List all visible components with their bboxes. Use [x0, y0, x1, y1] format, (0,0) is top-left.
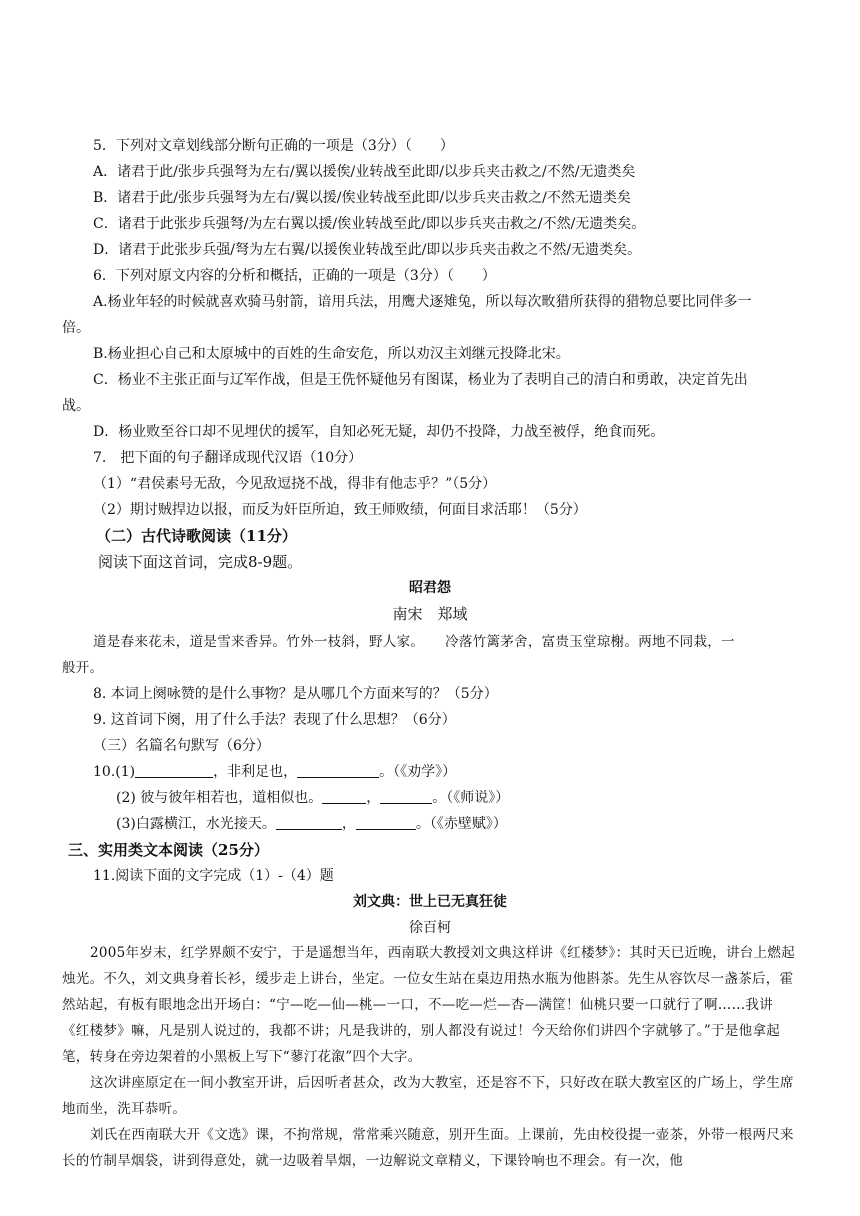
- q6-option-a-line1: A.杨业年轻的时候就喜欢骑马射箭，谙用兵法，用鹰犬逐雉兔，所以每次畋猎所获得的猎物总要比同伴多一: [93, 294, 752, 310]
- article-author: 徐百柯: [409, 920, 451, 936]
- q10-1-prefix: 10.(1): [93, 764, 136, 780]
- poem-text-line1: 道是春来花未，道是雪来香异。竹外一枝斜，野人家。 冷落竹篱茅舍，富贵玉堂琼榭。两地不同栽，一: [93, 634, 735, 650]
- q10-3-end: 。（《赤壁赋》）: [415, 816, 507, 832]
- q7-sentence-1: （1）“君侯素号无敌，今见敌逗挠不战，得非有他志乎？”（5分）: [93, 476, 497, 492]
- q6-stem: 6．下列对原文内容的分析和概括，正确的一项是（3分）（ ）: [93, 268, 496, 284]
- q10-item-2: [116, 788, 509, 808]
- q10-2-sep: ，: [366, 790, 381, 806]
- poem-text-line2: 般开。: [62, 660, 104, 676]
- q5-option-d: D．诸君于此张步兵强/弩为左右翼/以援俟业转战至此/即以步兵夹击救之不然/无遗类矣。: [93, 242, 642, 258]
- poetry-instruction: 阅读下面这首词，完成8-9题。: [98, 553, 303, 571]
- article-paragraph-3: 刘氏在西南联大开《文选》课，不拘常规，常常乘兴随意，别开生面。上课前，先由校役提一壶茶，外带一根两尺来长的竹制旱烟袋，讲到得意处，就一边吸着旱烟，一边解说文章精义，下课铃响也不理会。有一次，他: [62, 1127, 794, 1169]
- q10-3-prefix: (3)白露横江，水光接天。: [116, 816, 276, 832]
- part3-heading: 三、实用类文本阅读（25分）: [68, 841, 269, 859]
- article-body: [62, 940, 802, 1174]
- q6-option-c-line2: 战。: [62, 398, 90, 414]
- article-title: 刘文典：世上已无真狂徒: [353, 894, 507, 910]
- q5-option-a: A．诸君于此/张步兵强弩为左右/翼以援俟/业转战至此即/以步兵夹击救之/不然/无遗类矣: [93, 164, 636, 180]
- q10-2-blank-a[interactable]: [322, 789, 366, 804]
- q7-sentence-2: （2）期讨贼捍边以报，而反为奸臣所迫，致王师败绩，何面目求活耶！（5分）: [93, 502, 587, 518]
- q8: 8. 本词上阕咏赞的是什么事物？是从哪几个方面来写的？（5分）: [93, 686, 498, 702]
- q10-2-prefix: (2) 彼与彼年相若也，道相似也。: [116, 790, 323, 806]
- q5-stem: 5．下列对文章划线部分断句正确的一项是（3分）（ ）: [93, 138, 454, 154]
- q7-stem: 7. 把下面的句子翻译成现代汉语（10分）: [93, 450, 363, 466]
- q6-option-b: B.杨业担心自己和太原城中的百姓的生命安危，所以劝汉主刘继元投降北宋。: [93, 346, 570, 362]
- q9: 9. 这首词下阕，用了什么手法？表现了什么思想？（6分）: [93, 712, 456, 728]
- poem-author: 南宋 郑域: [392, 605, 468, 623]
- q11-instruction: 11.阅读下面的文字完成（1）-（4）题: [93, 868, 334, 884]
- section-poetry-heading: （二）古代诗歌阅读（11分）: [96, 527, 297, 545]
- q5-option-b: B．诸君于此/张步兵强弩为左右/翼以援/俟业转战至此即/以步兵夹击救之/不然无遗类矣: [93, 190, 631, 206]
- article-paragraph-2: 这次讲座原定在一间小教室开讲，后因听者甚众，改为大教室，还是容不下，只好改在联大教室区的广场上，学生席地而坐，洗耳恭听。: [62, 1075, 794, 1117]
- q10-1-end: 。（《劝学》）: [379, 764, 457, 780]
- q6-option-d: D．杨业败至谷口却不见埋伏的援军，自知必死无疑，却仍不投降，力战至被俘，绝食而死。: [93, 424, 665, 440]
- q10-3-blank-b[interactable]: [356, 815, 416, 830]
- q10-1-mid: ，非利足也，: [213, 764, 298, 780]
- q10-1-blank-b[interactable]: [297, 763, 379, 778]
- q10-1-blank-a[interactable]: [135, 763, 213, 778]
- q6-option-a-line2: 倍。: [62, 320, 90, 336]
- q10-3-blank-a[interactable]: [276, 815, 342, 830]
- q10-2-blank-b[interactable]: [380, 789, 432, 804]
- poem-title: 昭君怨: [409, 580, 451, 596]
- q10-item-3: [116, 814, 507, 834]
- article-paragraph-1: 2005年岁末，红学界颇不安宁，于是遥想当年，西南联大教授刘文典这样讲《红楼梦》：其时天已近晚，讲台上燃起烛光。不久，刘文典身着长衫，缓步走上讲台，坐定。一位女生站在桌边用热水瓶为他斟茶。先生从容饮尽一盏茶后，霍然站起，有板有眼地念出开场白：“宁—吃—仙—桃—一口，不—吃—烂—杏—满筐！仙桃只要一口就行了啊……我讲 《红楼梦》嘛，凡是别人说过的，我都不讲；凡是我讲的，别人都没有说过！今天给你们讲四个字就够了。”于是他拿起笔，转身在旁边架着的小黑板上写下“蓼汀花溆”四个大字。: [62, 945, 796, 1065]
- q10-3-sep: ，: [341, 816, 356, 832]
- q5-option-c: C．诸君于此张步兵强弩/为左右翼以援/俟业转战至此/即以步兵夹击救之/不然/无遗类矣。: [93, 216, 646, 232]
- q6-option-c-line1: C．杨业不主张正面与辽军作战，但是王侁怀疑他另有图谋，杨业为了表明自己的清白和勇敢，决定首先出: [93, 372, 748, 388]
- q10-item-1: [93, 762, 456, 782]
- q10-2-end: 。（《师说》）: [432, 790, 510, 806]
- dictation-heading: （三）名篇名句默写（6分）: [93, 738, 270, 754]
